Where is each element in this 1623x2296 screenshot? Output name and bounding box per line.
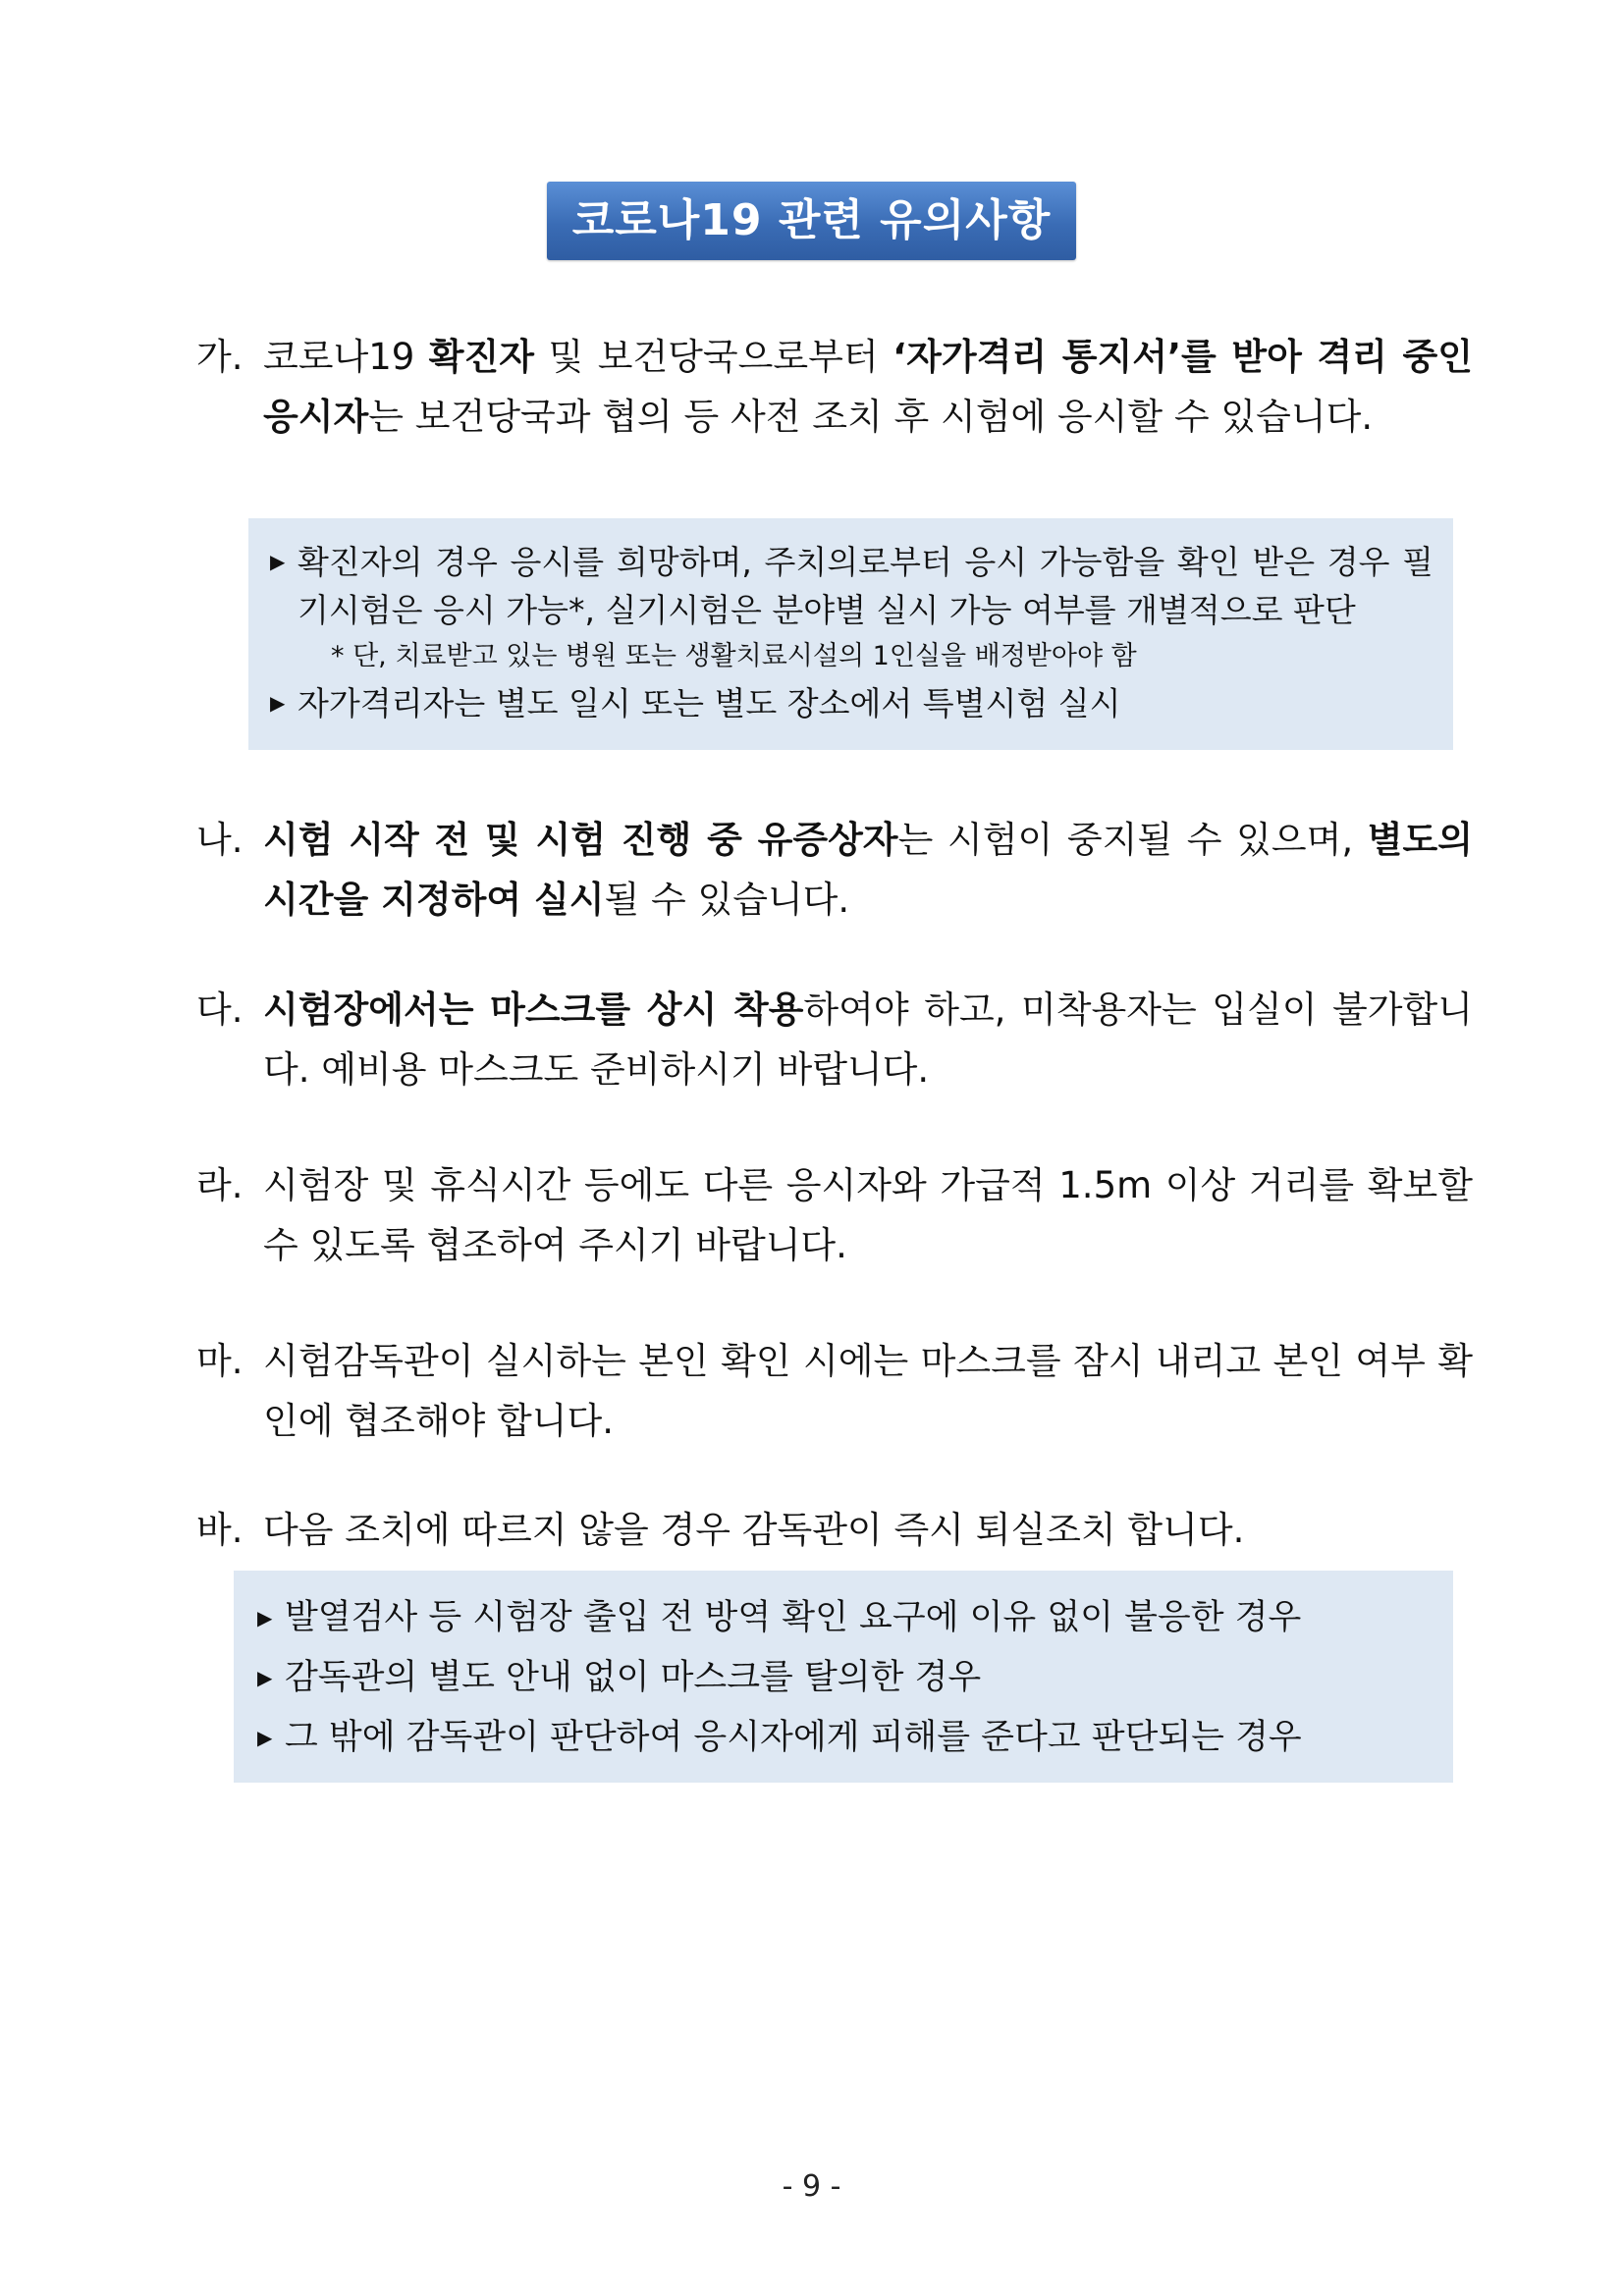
list-item (257, 1588, 1434, 1648)
triangle-bullet-icon: ▶ (257, 1726, 273, 1749)
footnote: * 단, 치료받고 있는 병원 또는 생활치료시설의 1인실을 배정받아야 함 (331, 641, 1137, 671)
info-box-2 (234, 1571, 1453, 1783)
section-ba (196, 1500, 1473, 1560)
text-run: 는 보건당국과 협의 등 사전 조치 후 시험에 응시할 수 있습니다. (368, 396, 1374, 438)
triangle-bullet-icon: ▶ (270, 550, 286, 573)
section-label: 라. (196, 1164, 243, 1206)
section-ma (196, 1331, 1473, 1451)
section-label: 바. (196, 1509, 243, 1551)
list-item (257, 1708, 1434, 1768)
bold-run: 시험 시작 전 및 시험 진행 중 유증상자 (263, 819, 898, 861)
section-ra (196, 1155, 1473, 1275)
info-box-1 (248, 518, 1453, 750)
text-run: 는 시험이 중지될 수 있으며, (897, 819, 1368, 861)
page-number: - 9 - (782, 2169, 841, 2204)
section-label: 가. (196, 336, 243, 378)
section-label: 마. (196, 1340, 243, 1382)
text-run: 될 수 있습니다. (604, 879, 850, 921)
section-label: 나. (196, 819, 243, 861)
list-item (270, 538, 1434, 634)
section-da (196, 980, 1473, 1099)
bullet-text: 확진자의 경우 응시를 희망하며, 주치의로부터 응시 가능함을 확인 받은 경우 필기시험은 응시 가능*, 실기시험은 분야별 실시 가능 여부를 개별적으로 판단 (298, 543, 1434, 629)
page-title: 코로나19 관련 유의사항 (547, 182, 1076, 260)
text-run: 하여야 하고, 미착용자는 입실이 불가합니다. 예비용 마스크도 준비하시기 바랍니다. (263, 988, 1474, 1091)
triangle-bullet-icon: ▶ (257, 1606, 273, 1629)
bullet-text: 감독관의 별도 안내 없이 마스크를 탈의한 경우 (285, 1658, 982, 1697)
section-text: 시험감독관이 실시하는 본인 확인 시에는 마스크를 잠시 내리고 본인 여부 확인에 협조해야 합니다. (263, 1340, 1473, 1442)
bold-run: 별도의 시간을 지정하여 실시 (263, 819, 1473, 921)
bullet-text: 발열검사 등 시험장 출입 전 방역 확인 요구에 이유 없이 불응한 경우 (285, 1598, 1302, 1637)
bold-run: 시험장에서는 마스크를 상시 착용 (263, 988, 804, 1031)
section-text (263, 327, 1473, 447)
list-item (270, 679, 1434, 727)
section-text (263, 980, 1473, 1099)
bullet-text: 그 밖에 감독관이 판단하여 응시자에게 피해를 준다고 판단되는 경우 (285, 1718, 1302, 1757)
title-wrap (0, 182, 1623, 260)
section-na (196, 810, 1473, 930)
list-item (257, 1648, 1434, 1708)
section-text: 시험장 및 휴식시간 등에도 다른 응시자와 가급적 1.5m 이상 거리를 확보할 수 있도록 협조하여 주시기 바랍니다. (263, 1164, 1473, 1266)
bullet-text: 자가격리자는 별도 일시 또는 별도 장소에서 특별시험 실시 (298, 684, 1121, 722)
section-ga (196, 327, 1473, 447)
section-text (263, 810, 1473, 930)
section-label: 다. (196, 988, 243, 1031)
triangle-bullet-icon: ▶ (257, 1666, 273, 1689)
text-run: 코로나19 (263, 336, 429, 378)
bold-run: ‘자가격리 통지서’를 받아 격리 중인 응시자 (263, 336, 1473, 438)
triangle-bullet-icon: ▶ (270, 691, 286, 715)
text-run: 및 보건당국으로부터 (534, 336, 893, 378)
bold-run: 확진자 (428, 336, 535, 378)
section-text: 다음 조치에 따르지 않을 경우 감독관이 즉시 퇴실조치 합니다. (263, 1509, 1245, 1551)
